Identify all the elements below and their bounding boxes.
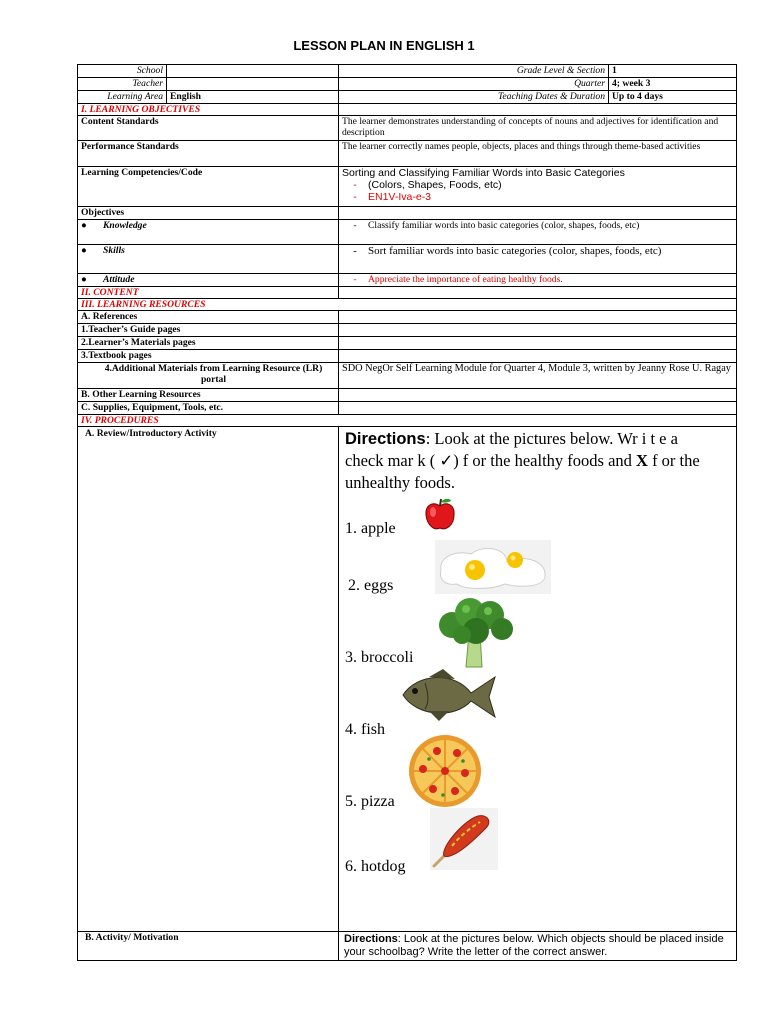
quarter-label: Quarter: [339, 78, 609, 91]
performance-standards-value: The learner correctly names people, objects, places and things through theme-based activities: [339, 141, 737, 167]
review-activity-cell: [339, 427, 737, 932]
additional-materials-label: 4.Additional Materials from Learning Resource (LR) portal: [78, 363, 339, 389]
objectives-label: Objectives: [78, 207, 339, 220]
references-label: A. References: [78, 311, 339, 324]
competencies-sub: (Colors, Shapes, Foods, etc): [368, 179, 502, 192]
hotdog-icon: [430, 808, 498, 870]
textbook-label: 3.Textbook pages: [78, 350, 339, 363]
apple-icon: [423, 497, 457, 533]
skills-value: Sort familiar words into basic categories (color, shapes, foods, etc): [368, 245, 662, 258]
activity-motivation-label: B. Activity/ Motivation: [78, 932, 339, 961]
knowledge-label: Knowledge: [103, 220, 147, 232]
eggs-icon: [435, 540, 551, 594]
competencies-label: Learning Competencies/Code: [78, 167, 339, 207]
procedures-heading: IV. PROCEDURES: [78, 415, 737, 427]
food-item-pizza: 5. pizza: [345, 793, 395, 811]
competencies-value: Sorting and Classifying Familiar Words into Basic Categories: [342, 167, 625, 180]
lesson-plan-table: School Grade Level & Section 1 Teacher Quarter 4; week 3 Learning Area English Teaching Dates & Duration Up to 4 days I. LEARNING OBJECTIVES Content Standards The learner demonstrates understanding of concepts of nouns and adjectives for identification and description Performance Standards The learner correctly names people, objects, places and things through theme-based activities Learning Competencies/Code Sorting and Classifying Familiar Words into Basic Categories - (Colors, Shapes, Foods, etc) - EN1V-Iva-e-3 Objectives ● Knowledge - Classify familiar words into basic categories (color, shapes, foods, etc) ● Skills - Sort familiar words into basic categories (color, shapes, foods, etc) ● Attitude - Appreciate the importance of eating healthy foods. II. CONTENT III. LEARNING RESOURCES A. References 1.Teacher’s Guide pages 2.Learner’s Materials pages 3.Textbook pages 4.Additional Materials from Learning Resource (LR) portal SDO NegOr Self Learning Module for Quarter 4, Module 3, written by Jeanny Rose U. Ragay B. Other Learning Resources C. Supplies, Equipment, Tools, etc. IV. PROCEDURES A. Review/Introductory Activity Directions: Look at the pictures below. Wr i t e a check mar k ( ✓) f or the healthy foods and X f or the unhealthy foods. 1. apple 2. eggs 3. broccoli 4. fish 5. pizza 6. hotdog B. Activity/ Motivation Directions: Look at the pictures below. Which objects should be placed inside your schoolbag? Write the letter of the correct answer.: [77, 64, 737, 961]
grade-label: Grade Level & Section: [339, 65, 609, 78]
teachers-guide-label: 1.Teacher’s Guide pages: [78, 324, 339, 337]
food-item-hotdog: 6. hotdog: [345, 858, 406, 876]
additional-materials-value: SDO NegOr Self Learning Module for Quarter 4, Module 3, written by Jeanny Rose U. Ragay: [339, 363, 737, 389]
content-heading: II. CONTENT: [78, 287, 339, 299]
area-label: Learning Area: [78, 91, 167, 104]
food-item-broccoli: 3. broccoli: [345, 649, 414, 667]
document-title: LESSON PLAN IN ENGLISH 1: [293, 38, 475, 53]
knowledge-value: Classify familiar words into basic categories (color, shapes, foods, etc): [368, 220, 640, 232]
content-standards-label: Content Standards: [78, 116, 339, 141]
activity-motivation-directions: Directions: Look at the pictures below. Which objects should be placed inside your schoolbag? Write the letter of the correct answer.: [339, 932, 737, 961]
school-label: School: [78, 65, 167, 78]
content-standards-value: The learner demonstrates understanding of concepts of nouns and adjectives for identification and description: [339, 116, 737, 141]
review-activity-label: A. Review/Introductory Activity: [78, 427, 339, 932]
competency-code: EN1V-Iva-e-3: [368, 191, 432, 204]
fish-icon: [399, 667, 499, 723]
resources-heading: III. LEARNING RESOURCES: [78, 299, 737, 311]
quarter-value: 4; week 3: [609, 78, 737, 91]
teacher-value: [167, 78, 339, 91]
objectives-heading: I. LEARNING OBJECTIVES: [78, 104, 339, 116]
supplies-label: C. Supplies, Equipment, Tools, etc.: [78, 402, 339, 415]
grade-value: 1: [609, 65, 737, 78]
area-value: English: [167, 91, 339, 104]
attitude-label: Attitude: [103, 274, 135, 286]
dates-label: Teaching Dates & Duration: [339, 91, 609, 104]
skills-label: Skills: [103, 245, 125, 257]
dates-value: Up to 4 days: [609, 91, 737, 104]
teacher-label: Teacher: [78, 78, 167, 91]
performance-standards-label: Performance Standards: [78, 141, 339, 167]
attitude-value: Appreciate the importance of eating healthy foods.: [368, 274, 563, 286]
other-resources-label: B. Other Learning Resources: [78, 389, 339, 402]
pizza-icon: [407, 733, 483, 809]
learners-materials-label: 2.Learner’s Materials pages: [78, 337, 339, 350]
food-item-apple: 1. apple: [345, 520, 396, 538]
directions-label: Directions: [345, 430, 426, 449]
food-item-fish: 4. fish: [345, 721, 385, 739]
review-directions: Directions: Look at the pictures below. Wr i t e a check mar k ( ✓) f or the healthy foods and X f or the unhealthy foods.: [345, 429, 700, 493]
school-value: [167, 65, 339, 78]
food-item-eggs: 2. eggs: [348, 577, 394, 595]
broccoli-icon: [436, 597, 516, 669]
